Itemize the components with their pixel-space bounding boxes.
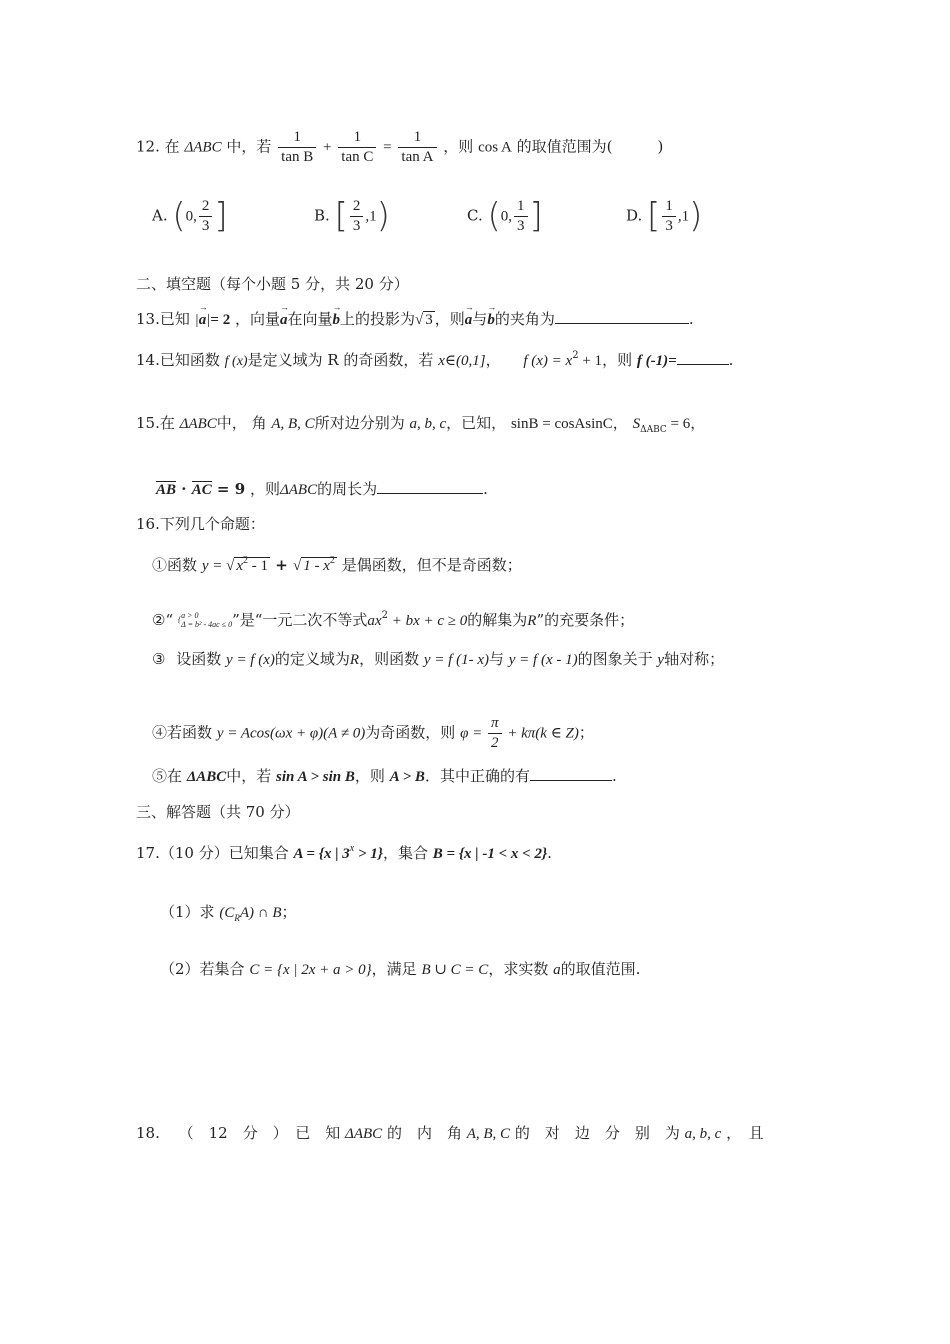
section-solutions: 三、解答题（共 70 分）: [136, 803, 300, 821]
q18-line: 18. （ 12 分 ） 已 知 ΔABC 的 内 角 A, B, C 的 对 边 分 别 为 a, b, c ， 且: [136, 1124, 764, 1142]
q16-item-1: ①函数 y = √ $x^2 - 1$ + √ $1 - x^2$ 是偶函数，但不是奇函数；: [152, 555, 522, 574]
q13-answer-blank[interactable]: [555, 309, 689, 324]
q16-heading: 16.下列几个命题：: [136, 515, 265, 533]
section-fill-in: 二、填空题（每个小题 5 分，共 20 分）: [136, 275, 409, 293]
option-a: A. (0, $\frac{2}{3}$ ]: [152, 196, 228, 236]
q16-answer-blank[interactable]: [530, 766, 612, 781]
option-d: D. [ $\frac{1}{3}$ ,1): [626, 196, 703, 236]
q12-line: 12. 在 ΔABC 中，若 $\frac{1}{\text{tan B}}$ + $\frac{1}{\text{tan C}}$ = $\frac{1}{\text{tan A}}$ ，则 cos A 的取值范围为( ): [136, 129, 664, 165]
q16-item-2: ②“ { a > 0 Δ = b² - 4ac ≤ 0 ”是“一元二次不等式$ax^2$ + bx + c ≥ 0的解集为R”的充要条件；: [152, 610, 635, 629]
fraction-tana: $\frac{1}{\text{tan A}}$: [398, 128, 436, 167]
q14-answer-blank[interactable]: [677, 356, 729, 365]
fraction-tanb: $\frac{1}{\text{tan B}}$: [278, 128, 316, 167]
q13-line: 13.已知 |→ a|= 2 ，向量→ a在向量→ b上的投影为√ 3 ，则→ a与→ b的夹角为 .: [136, 309, 694, 329]
q15-answer-blank[interactable]: [377, 479, 483, 494]
triangle-abc: ΔABC: [184, 139, 222, 156]
q15-line-1: 15.在 ΔABC中， 角 A, B, C所对边分别为 a, b, c，已知， sinB = cosAsinC， $S_{\Delta ABC} = 6$，: [136, 414, 706, 435]
q17-part-1: （1）求 $(C_RA)$ ∩ B；: [160, 903, 297, 923]
fraction-tanc: $\frac{1}{\text{tan C}}$: [338, 128, 376, 167]
option-b: B. [ $\frac{2}{3}$ ,1): [314, 196, 390, 236]
q12-number: 12.: [136, 137, 160, 156]
q15-line-2: AB · AC = 9 ，则ΔABC的周长为 .: [156, 480, 488, 498]
q16-item-4: ④若函数 y = Acos(ωx + φ)(A ≠ 0)为奇函数，则 φ = $\frac{\pi}{2}$ + kπ(k ∈ Z)；: [152, 715, 594, 751]
q17-line: 17.（10 分）已知集合 A = {x | $3^x > 1$}，集合 B = {x | -1 < x < 2}.: [136, 843, 552, 862]
q16-item-5: ⑤在 ΔABC中，若 sin A > sin B，则 A > B．其中正确的有 .: [152, 767, 617, 785]
q16-item-3: ③ 设函数 y = f (x)的定义域为R，则函数 y = f (1- x)与 y = f (x - 1)的图象关于 y轴对称；: [152, 650, 725, 668]
option-c: C. (0, $\frac{1}{3}$ ]: [467, 196, 543, 236]
q17-part-2: （2）若集合 C = {x | 2x + a > 0}，满足 B ∪ C = C，求实数 a的取值范围.: [160, 960, 641, 978]
q14-line: 14.已知函数 f (x)是定义域为 R 的奇函数，若 x∈(0,1]， f $(x) = x^2 + 1$，则 f (-1)= .: [136, 350, 734, 369]
